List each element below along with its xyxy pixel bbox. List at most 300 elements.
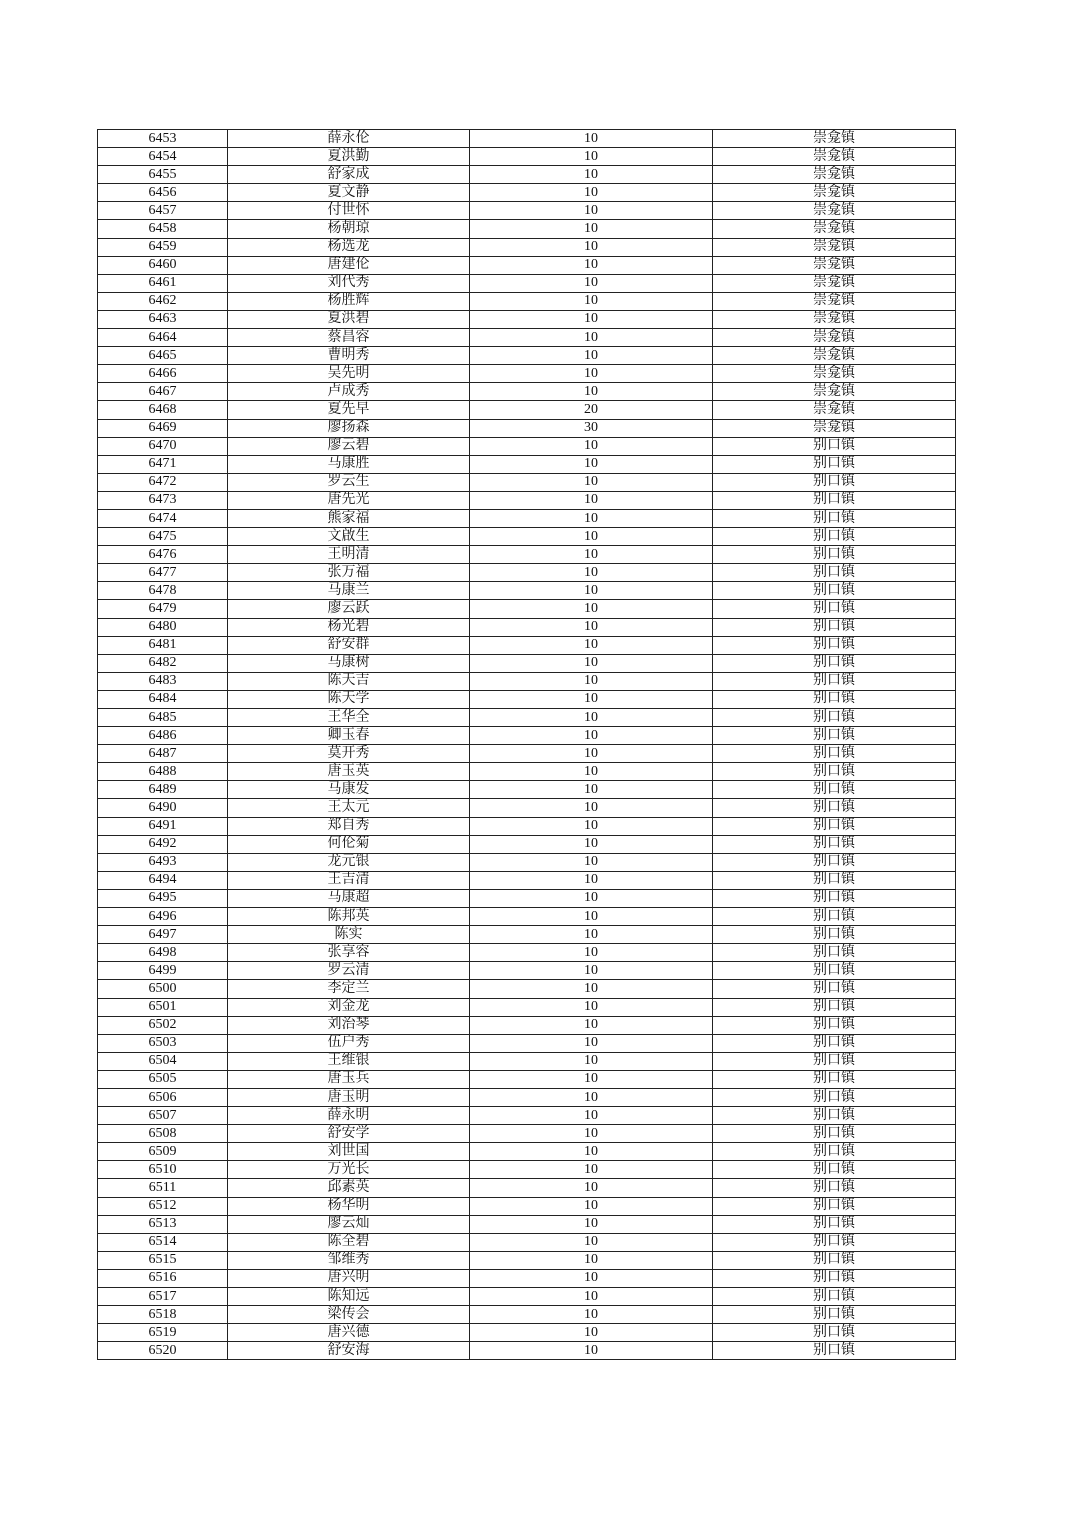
name-cell: 陈邦英 — [228, 908, 470, 926]
amount-cell: 30 — [470, 419, 713, 437]
row-number-cell: 6494 — [98, 871, 228, 889]
town-cell: 别口镇 — [713, 1107, 956, 1125]
town-cell: 别口镇 — [713, 546, 956, 564]
town-cell: 崇龛镇 — [713, 238, 956, 256]
name-cell: 廖扬森 — [228, 419, 470, 437]
town-cell: 别口镇 — [713, 871, 956, 889]
town-cell: 别口镇 — [713, 491, 956, 509]
table-row — [98, 564, 956, 582]
town-cell: 别口镇 — [713, 1215, 956, 1233]
name-cell: 罗云清 — [228, 962, 470, 980]
table-row — [98, 908, 956, 926]
name-cell: 刘代秀 — [228, 274, 470, 292]
town-cell: 别口镇 — [713, 690, 956, 708]
table-row — [98, 292, 956, 310]
row-number-cell: 6470 — [98, 437, 228, 455]
name-cell: 张万福 — [228, 564, 470, 582]
row-number-cell: 6454 — [98, 148, 228, 166]
amount-cell: 10 — [470, 654, 713, 672]
table-row — [98, 528, 956, 546]
name-cell: 马康树 — [228, 654, 470, 672]
row-number-cell: 6486 — [98, 727, 228, 745]
row-number-cell: 6489 — [98, 781, 228, 799]
amount-cell: 10 — [470, 1088, 713, 1106]
table-row — [98, 329, 956, 347]
table-row — [98, 202, 956, 220]
name-cell: 卿玉春 — [228, 727, 470, 745]
name-cell: 马康超 — [228, 889, 470, 907]
amount-cell: 10 — [470, 1324, 713, 1342]
table-row — [98, 1306, 956, 1324]
town-cell: 别口镇 — [713, 763, 956, 781]
name-cell: 舒安海 — [228, 1342, 470, 1360]
table-row — [98, 690, 956, 708]
row-number-cell: 6480 — [98, 618, 228, 636]
table-row — [98, 238, 956, 256]
town-cell: 别口镇 — [713, 1251, 956, 1269]
town-cell: 崇龛镇 — [713, 329, 956, 347]
town-cell: 别口镇 — [713, 781, 956, 799]
amount-cell: 10 — [470, 727, 713, 745]
town-cell: 别口镇 — [713, 709, 956, 727]
name-cell: 龙元银 — [228, 853, 470, 871]
town-cell: 别口镇 — [713, 600, 956, 618]
amount-cell: 10 — [470, 1052, 713, 1070]
amount-cell: 10 — [470, 274, 713, 292]
town-cell: 别口镇 — [713, 1269, 956, 1287]
row-number-cell: 6501 — [98, 998, 228, 1016]
table-row — [98, 184, 956, 202]
amount-cell: 10 — [470, 1125, 713, 1143]
table-row — [98, 1052, 956, 1070]
table-row — [98, 618, 956, 636]
row-number-cell: 6469 — [98, 419, 228, 437]
amount-cell: 10 — [470, 528, 713, 546]
amount-cell: 10 — [470, 437, 713, 455]
row-number-cell: 6490 — [98, 799, 228, 817]
town-cell: 别口镇 — [713, 654, 956, 672]
table-row — [98, 853, 956, 871]
name-cell: 熊家福 — [228, 509, 470, 527]
row-number-cell: 6511 — [98, 1179, 228, 1197]
town-cell: 别口镇 — [713, 473, 956, 491]
row-number-cell: 6500 — [98, 980, 228, 998]
table-row — [98, 1016, 956, 1034]
table-body — [98, 130, 956, 1360]
amount-cell: 10 — [470, 1070, 713, 1088]
row-number-cell: 6512 — [98, 1197, 228, 1215]
amount-cell: 10 — [470, 908, 713, 926]
name-cell: 陈实 — [228, 926, 470, 944]
table-row — [98, 1233, 956, 1251]
name-cell: 唐玉明 — [228, 1088, 470, 1106]
town-cell: 别口镇 — [713, 745, 956, 763]
name-cell: 唐兴明 — [228, 1269, 470, 1287]
table-row — [98, 220, 956, 238]
table-row — [98, 1324, 956, 1342]
name-cell: 王吉清 — [228, 871, 470, 889]
name-cell: 陈全碧 — [228, 1233, 470, 1251]
town-cell: 别口镇 — [713, 1052, 956, 1070]
row-number-cell: 6488 — [98, 763, 228, 781]
amount-cell: 10 — [470, 672, 713, 690]
row-number-cell: 6475 — [98, 528, 228, 546]
name-cell: 唐玉英 — [228, 763, 470, 781]
town-cell: 别口镇 — [713, 1016, 956, 1034]
town-cell: 别口镇 — [713, 1342, 956, 1360]
row-number-cell: 6498 — [98, 944, 228, 962]
row-number-cell: 6492 — [98, 835, 228, 853]
amount-cell: 10 — [470, 781, 713, 799]
amount-cell: 10 — [470, 365, 713, 383]
row-number-cell: 6514 — [98, 1233, 228, 1251]
amount-cell: 10 — [470, 1179, 713, 1197]
table-row — [98, 365, 956, 383]
row-number-cell: 6506 — [98, 1088, 228, 1106]
amount-cell: 10 — [470, 1197, 713, 1215]
amount-cell: 10 — [470, 835, 713, 853]
amount-cell: 10 — [470, 546, 713, 564]
row-number-cell: 6513 — [98, 1215, 228, 1233]
row-number-cell: 6505 — [98, 1070, 228, 1088]
table-row — [98, 654, 956, 672]
table-row — [98, 1107, 956, 1125]
amount-cell: 10 — [470, 799, 713, 817]
amount-cell: 10 — [470, 600, 713, 618]
table-row — [98, 1197, 956, 1215]
town-cell: 崇龛镇 — [713, 256, 956, 274]
row-number-cell: 6465 — [98, 347, 228, 365]
table-row — [98, 256, 956, 274]
table-row — [98, 437, 956, 455]
town-cell: 崇龛镇 — [713, 401, 956, 419]
amount-cell: 10 — [470, 1269, 713, 1287]
name-cell: 李定兰 — [228, 980, 470, 998]
name-cell: 蔡昌容 — [228, 329, 470, 347]
amount-cell: 10 — [470, 745, 713, 763]
table-row — [98, 1125, 956, 1143]
row-number-cell: 6510 — [98, 1161, 228, 1179]
amount-cell: 10 — [470, 148, 713, 166]
town-cell: 别口镇 — [713, 727, 956, 745]
row-number-cell: 6507 — [98, 1107, 228, 1125]
amount-cell: 10 — [470, 491, 713, 509]
town-cell: 别口镇 — [713, 1288, 956, 1306]
name-cell: 马康发 — [228, 781, 470, 799]
table-row — [98, 745, 956, 763]
amount-cell: 10 — [470, 455, 713, 473]
name-cell: 唐建伦 — [228, 256, 470, 274]
name-cell: 马康兰 — [228, 582, 470, 600]
name-cell: 刘治琴 — [228, 1016, 470, 1034]
name-cell: 万光长 — [228, 1161, 470, 1179]
name-cell: 吴先明 — [228, 365, 470, 383]
amount-cell: 10 — [470, 1233, 713, 1251]
town-cell: 崇龛镇 — [713, 130, 956, 148]
row-number-cell: 6509 — [98, 1143, 228, 1161]
row-number-cell: 6481 — [98, 636, 228, 654]
table-row — [98, 166, 956, 184]
name-cell: 梁传会 — [228, 1306, 470, 1324]
amount-cell: 10 — [470, 383, 713, 401]
name-cell: 王太元 — [228, 799, 470, 817]
name-cell: 舒安群 — [228, 636, 470, 654]
table-row — [98, 274, 956, 292]
town-cell: 别口镇 — [713, 1233, 956, 1251]
row-number-cell: 6519 — [98, 1324, 228, 1342]
amount-cell: 10 — [470, 889, 713, 907]
row-number-cell: 6499 — [98, 962, 228, 980]
row-number-cell: 6453 — [98, 130, 228, 148]
name-cell: 夏洪勤 — [228, 148, 470, 166]
table-row — [98, 763, 956, 781]
amount-cell: 10 — [470, 473, 713, 491]
name-cell: 付世怀 — [228, 202, 470, 220]
table-row — [98, 998, 956, 1016]
amount-cell: 10 — [470, 1288, 713, 1306]
town-cell: 崇龛镇 — [713, 202, 956, 220]
amount-cell: 10 — [470, 1016, 713, 1034]
amount-cell: 10 — [470, 509, 713, 527]
amount-cell: 10 — [470, 256, 713, 274]
name-cell: 夏洪碧 — [228, 310, 470, 328]
town-cell: 别口镇 — [713, 1125, 956, 1143]
row-number-cell: 6459 — [98, 238, 228, 256]
table-row — [98, 636, 956, 654]
amount-cell: 10 — [470, 292, 713, 310]
row-number-cell: 6477 — [98, 564, 228, 582]
name-cell: 文啟生 — [228, 528, 470, 546]
amount-cell: 10 — [470, 690, 713, 708]
town-cell: 别口镇 — [713, 1034, 956, 1052]
town-cell: 崇龛镇 — [713, 347, 956, 365]
town-cell: 别口镇 — [713, 817, 956, 835]
town-cell: 别口镇 — [713, 437, 956, 455]
name-cell: 薛永伦 — [228, 130, 470, 148]
name-cell: 杨胜辉 — [228, 292, 470, 310]
amount-cell: 10 — [470, 871, 713, 889]
amount-cell: 10 — [470, 998, 713, 1016]
amount-cell: 10 — [470, 709, 713, 727]
amount-cell: 10 — [470, 1107, 713, 1125]
row-number-cell: 6463 — [98, 310, 228, 328]
data-table — [97, 129, 956, 1360]
town-cell: 别口镇 — [713, 1324, 956, 1342]
town-cell: 别口镇 — [713, 582, 956, 600]
amount-cell: 10 — [470, 184, 713, 202]
amount-cell: 10 — [470, 202, 713, 220]
name-cell: 唐玉兵 — [228, 1070, 470, 1088]
town-cell: 别口镇 — [713, 889, 956, 907]
row-number-cell: 6457 — [98, 202, 228, 220]
town-cell: 别口镇 — [713, 1306, 956, 1324]
row-number-cell: 6473 — [98, 491, 228, 509]
town-cell: 别口镇 — [713, 455, 956, 473]
amount-cell: 10 — [470, 1251, 713, 1269]
amount-cell: 10 — [470, 618, 713, 636]
name-cell: 夏先早 — [228, 401, 470, 419]
town-cell: 别口镇 — [713, 636, 956, 654]
row-number-cell: 6456 — [98, 184, 228, 202]
name-cell: 杨华明 — [228, 1197, 470, 1215]
town-cell: 别口镇 — [713, 1161, 956, 1179]
row-number-cell: 6518 — [98, 1306, 228, 1324]
name-cell: 王明清 — [228, 546, 470, 564]
name-cell: 王维银 — [228, 1052, 470, 1070]
row-number-cell: 6503 — [98, 1034, 228, 1052]
row-number-cell: 6472 — [98, 473, 228, 491]
table-row — [98, 1088, 956, 1106]
table-row — [98, 582, 956, 600]
name-cell: 何伦菊 — [228, 835, 470, 853]
town-cell: 别口镇 — [713, 618, 956, 636]
row-number-cell: 6493 — [98, 853, 228, 871]
row-number-cell: 6508 — [98, 1125, 228, 1143]
name-cell: 杨选龙 — [228, 238, 470, 256]
town-cell: 别口镇 — [713, 944, 956, 962]
name-cell: 唐兴德 — [228, 1324, 470, 1342]
row-number-cell: 6491 — [98, 817, 228, 835]
row-number-cell: 6502 — [98, 1016, 228, 1034]
amount-cell: 10 — [470, 1034, 713, 1052]
name-cell: 舒家成 — [228, 166, 470, 184]
amount-cell: 10 — [470, 636, 713, 654]
town-cell: 别口镇 — [713, 1179, 956, 1197]
row-number-cell: 6471 — [98, 455, 228, 473]
amount-cell: 10 — [470, 564, 713, 582]
town-cell: 崇龛镇 — [713, 148, 956, 166]
table-row — [98, 419, 956, 437]
name-cell: 郑自秀 — [228, 817, 470, 835]
name-cell: 邱素英 — [228, 1179, 470, 1197]
name-cell: 王华全 — [228, 709, 470, 727]
amount-cell: 10 — [470, 347, 713, 365]
table-row — [98, 709, 956, 727]
town-cell: 别口镇 — [713, 835, 956, 853]
table-row — [98, 835, 956, 853]
table-row — [98, 1179, 956, 1197]
table-row — [98, 383, 956, 401]
row-number-cell: 6520 — [98, 1342, 228, 1360]
table-row — [98, 473, 956, 491]
name-cell: 马康胜 — [228, 455, 470, 473]
town-cell: 别口镇 — [713, 853, 956, 871]
table-row — [98, 980, 956, 998]
town-cell: 崇龛镇 — [713, 310, 956, 328]
table-row — [98, 926, 956, 944]
amount-cell: 10 — [470, 166, 713, 184]
row-number-cell: 6496 — [98, 908, 228, 926]
row-number-cell: 6468 — [98, 401, 228, 419]
amount-cell: 10 — [470, 310, 713, 328]
table-row — [98, 799, 956, 817]
amount-cell: 10 — [470, 1215, 713, 1233]
row-number-cell: 6479 — [98, 600, 228, 618]
table-row — [98, 1034, 956, 1052]
table-row — [98, 1070, 956, 1088]
table-row — [98, 1215, 956, 1233]
name-cell: 舒安学 — [228, 1125, 470, 1143]
table-row — [98, 546, 956, 564]
row-number-cell: 6476 — [98, 546, 228, 564]
name-cell: 陈知远 — [228, 1288, 470, 1306]
table-row — [98, 1288, 956, 1306]
amount-cell: 10 — [470, 1143, 713, 1161]
name-cell: 廖云灿 — [228, 1215, 470, 1233]
table-row — [98, 1342, 956, 1360]
table-row — [98, 491, 956, 509]
name-cell: 杨光碧 — [228, 618, 470, 636]
amount-cell: 10 — [470, 853, 713, 871]
row-number-cell: 6464 — [98, 329, 228, 347]
town-cell: 崇龛镇 — [713, 292, 956, 310]
town-cell: 别口镇 — [713, 998, 956, 1016]
amount-cell: 10 — [470, 238, 713, 256]
row-number-cell: 6462 — [98, 292, 228, 310]
row-number-cell: 6460 — [98, 256, 228, 274]
town-cell: 别口镇 — [713, 528, 956, 546]
name-cell: 唐先光 — [228, 491, 470, 509]
amount-cell: 10 — [470, 582, 713, 600]
town-cell: 别口镇 — [713, 980, 956, 998]
table-row — [98, 310, 956, 328]
row-number-cell: 6461 — [98, 274, 228, 292]
name-cell: 刘世国 — [228, 1143, 470, 1161]
name-cell: 薛永明 — [228, 1107, 470, 1125]
town-cell: 崇龛镇 — [713, 274, 956, 292]
town-cell: 别口镇 — [713, 962, 956, 980]
row-number-cell: 6495 — [98, 889, 228, 907]
town-cell: 崇龛镇 — [713, 419, 956, 437]
town-cell: 别口镇 — [713, 672, 956, 690]
name-cell: 卢成秀 — [228, 383, 470, 401]
table-row — [98, 148, 956, 166]
name-cell: 杨朝琼 — [228, 220, 470, 238]
name-cell: 陈天学 — [228, 690, 470, 708]
amount-cell: 10 — [470, 220, 713, 238]
name-cell: 廖云碧 — [228, 437, 470, 455]
table-row — [98, 889, 956, 907]
town-cell: 别口镇 — [713, 509, 956, 527]
row-number-cell: 6484 — [98, 690, 228, 708]
row-number-cell: 6478 — [98, 582, 228, 600]
town-cell: 崇龛镇 — [713, 383, 956, 401]
row-number-cell: 6485 — [98, 709, 228, 727]
town-cell: 崇龛镇 — [713, 184, 956, 202]
amount-cell: 10 — [470, 130, 713, 148]
town-cell: 别口镇 — [713, 1070, 956, 1088]
town-cell: 别口镇 — [713, 926, 956, 944]
amount-cell: 10 — [470, 1306, 713, 1324]
table-row — [98, 1143, 956, 1161]
row-number-cell: 6517 — [98, 1288, 228, 1306]
amount-cell: 10 — [470, 763, 713, 781]
row-number-cell: 6497 — [98, 926, 228, 944]
amount-cell: 10 — [470, 980, 713, 998]
name-cell: 张享容 — [228, 944, 470, 962]
row-number-cell: 6458 — [98, 220, 228, 238]
town-cell: 别口镇 — [713, 1143, 956, 1161]
table-row — [98, 130, 956, 148]
table-row — [98, 672, 956, 690]
table-row — [98, 455, 956, 473]
town-cell: 崇龛镇 — [713, 166, 956, 184]
town-cell: 崇龛镇 — [713, 365, 956, 383]
table-row — [98, 727, 956, 745]
table-row — [98, 509, 956, 527]
table-row — [98, 1161, 956, 1179]
town-cell: 崇龛镇 — [713, 220, 956, 238]
